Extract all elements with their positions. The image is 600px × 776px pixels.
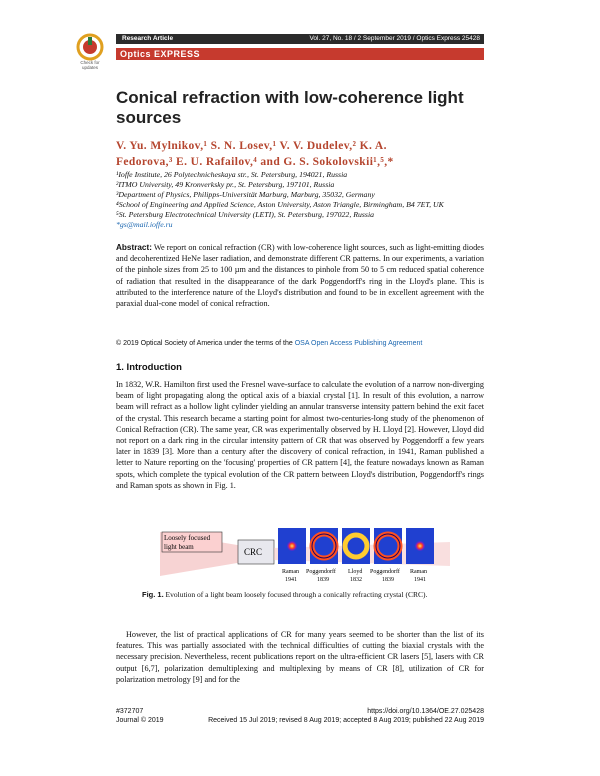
license-link[interactable]: OSA Open Access Publishing Agreement — [294, 340, 423, 347]
citation: Vol. 27, No. 18 / 2 September 2019 / Optics Express 25428 — [309, 35, 480, 42]
article-type: Research Article — [122, 35, 174, 42]
logo-caption: Check for updates — [80, 60, 100, 70]
intro-paragraph-1: In 1832, W.R. Hamilton first used the Fresnel wave-surface to calculate the evolution of a narrow non-diverging beam of light propagating along the optical axis of a biaxial crystal [1]. In result of this evolution, a narrow beam will refract as a hollow light cylinder yielding an annular transverse intensity pattern behind the exit facet of the crystal. This research became a starting point for almost two-centuries-long study of the phenomenon of Conical Refraction (CR). The same year, CR was experimentally observed by H. Lloyd [2]. However, Lloyd did not report on a dark ring in the circular intensity pattern of CR that was observed by Poggendorff a few years later in 1839 [3]. More than a century after the discovery of conical refraction, in 1941, Raman published a letter to Nature reporting on the 'focusing' properties of CR pattern [4], the feature nowadays known as Raman spots, which complete the typical evolution of the CR pattern between Lloyd's distribution, Poggendorff's rings and Raman spots as shown in Fig. 1. — [116, 380, 484, 490]
affiliation: ⁵St. Petersburg Electrotechnical University (LETI), St. Petersburg, 197022, Russia — [116, 210, 375, 219]
abstract-text: We report on conical refraction (CR) with low-coherence light sources, such as light-emitting diodes and decoherentized HeNe laser radiation, and demonstrate different CR patterns. In our experiments, a variation of the pinhole sizes from 25 to 100 µm and the distances to pinhole from 50 to 5 cm reduced spatial coherence of radiation that resulted in the disappearance of the dark Poggendorff's ring in the Lloyd's plane. This is attributed to the interference nature of the Lloyd's distribution and found to be in excellent agreement with the paraxial dual-cone model of conical refraction. — [116, 243, 484, 309]
journal-brand: Optics EXPRESS — [120, 49, 201, 59]
figure-1 — [160, 520, 450, 585]
pattern-raman-right-spot — [413, 539, 427, 553]
crc-label: CRC — [244, 547, 263, 557]
caption-label: Fig. 1. — [142, 590, 164, 599]
article-id: #372707 — [116, 708, 144, 715]
affiliation: ³Department of Physics, Philipps-Universität Marburg, Marburg, 35032, Germany — [116, 190, 375, 199]
panel-year: 1832 — [350, 577, 362, 583]
panel-name: Raman — [282, 569, 299, 575]
panel-year: 1839 — [382, 577, 394, 583]
paper-title: Conical refraction with low-coherence light sources — [116, 88, 464, 127]
affiliation: ²ITMO University, 49 Kronverksky pr., St. Petersburg, 197101, Russia — [116, 180, 335, 189]
abstract-label: Abstract: — [116, 243, 152, 252]
panel-name: Raman — [410, 569, 427, 575]
copyright-text: © 2019 Optical Society of America under the terms of the — [116, 340, 293, 347]
affiliation: ⁴School of Engineering and Applied Science, Aston University, Aston Triangle, Birmingham, B4 7ET, UK — [116, 200, 444, 209]
pattern-raman-left-spot — [285, 539, 299, 553]
check-for-updates-icon[interactable] — [76, 33, 104, 61]
authors-line-1: V. Yu. Mylnikov,¹ S. N. Losev,¹ V. V. Dudelev,² K. A. — [116, 140, 387, 152]
caption-text: Evolution of a light beam loosely focused through a conically refracting crystal (CRC). — [165, 590, 428, 599]
footer-right — [116, 707, 484, 725]
authors — [116, 138, 496, 170]
panel-year: 1941 — [285, 577, 297, 583]
panel-name: Poggendorff — [370, 569, 400, 575]
beam-label-2: light beam — [164, 543, 194, 551]
figure-caption — [142, 590, 472, 600]
affiliations — [116, 170, 496, 230]
intro-paragraph-2: However, the list of practical applications of CR for many years seemed to be shorter than the list of its features. This was partially associated with the technical difficulties of cutting the biaxial crystals with the necessary precision. Nevertheless, recent publications report on the ultra-efficient CR lasers [5], lasers with CR output [6,7], polarization demultiplexing and multiplexing by means of CR [8], utilization of CR for polarization metrology [9] and for the — [116, 630, 484, 684]
journal-copyright: Journal © 2019 — [116, 717, 164, 724]
abstract — [116, 242, 484, 309]
panel-year: 1839 — [317, 577, 329, 583]
panel-year: 1941 — [414, 577, 426, 583]
copyright — [116, 340, 484, 347]
beam-label-1: Loosely focused — [164, 534, 211, 542]
panel-name: Lloyd — [348, 569, 363, 575]
section-heading: 1. Introduction — [116, 362, 182, 373]
panel-name: Poggendorff — [306, 569, 336, 575]
affiliation: ¹Ioffe Institute, 26 Polytechnicheskaya str., St. Petersburg, 194021, Russia — [116, 170, 348, 179]
authors-line-2: Fedorova,³ E. U. Rafailov,⁴ and G. S. Sokolovskii¹,⁵,* — [116, 156, 394, 168]
doi-link[interactable]: https://doi.org/10.1364/OE.27.025428 — [367, 708, 484, 715]
top-bar — [116, 34, 484, 44]
email-link[interactable]: *gs@mail.ioffe.ru — [116, 220, 173, 229]
dates: Received 15 Jul 2019; revised 8 Aug 2019; accepted 8 Aug 2019; published 22 Aug 2019 — [208, 717, 484, 724]
